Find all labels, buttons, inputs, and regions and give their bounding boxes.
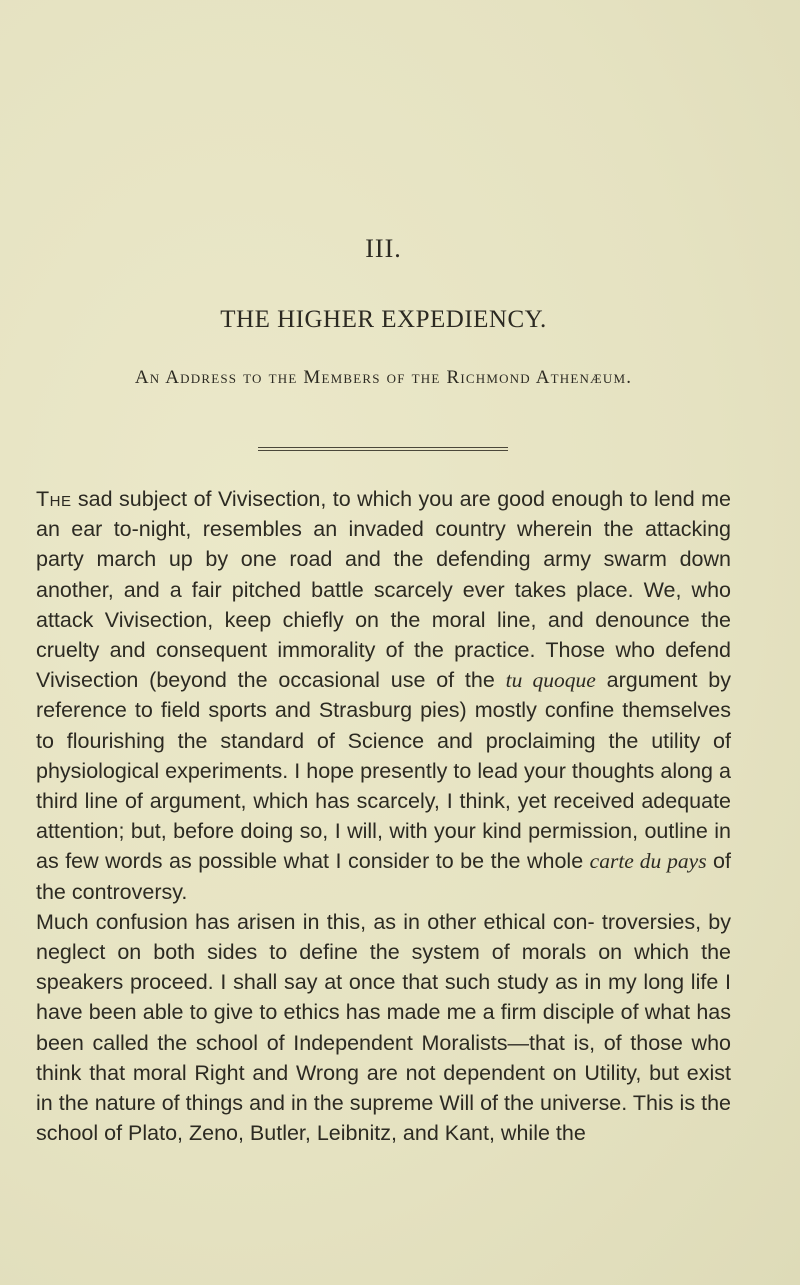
chapter-subtitle: An Address to the Members of the Richmond Athenæum.: [134, 367, 633, 388]
paragraph-2: Much confusion has arisen in this, as in other ethical con- troversies, by neglect on both sides to define the system of morals on which the speakers proceed. I shall say at once that such study as in my long life I have been able to give to ethics has made me a firm disciple of what has been called the school of Independent Moralists—that is, of those who think that moral Right and Wrong are not dependent on Utility, but exist in the nature of things and in the supreme Will of the universe. This is the school of Plato, Zeno, Butler, Leibnitz, and Kant, while the: [36, 909, 731, 1146]
body-text: [36, 484, 731, 1148]
chapter-title: THE HIGHER EXPEDIENCY.: [220, 306, 547, 333]
paragraph-1-text-b: argument by reference to field sports and Strasburg pies) mostly confine themselves to flourishing the standard of Science and proclaiming the utility of physiological experiments. I hope presently to lead your thoughts along a third line of argument, which has scarcely, I think, yet received adequate attention; but, before doing so, I will, with your kind permission, outline in as few words as possible what I consider to be the whole: [36, 668, 731, 874]
paragraph-1-text-c: of the controversy.: [36, 849, 731, 904]
chapter-number: III.: [365, 234, 402, 263]
paragraph-1-text-a: sad subject of Vivisection, to which you are good enough to lend me an ear to-night, resembles an invaded country wherein the attacking party march up by one road and the defending army swarm down another, and a fair pitched battle scarcely ever takes place. We, who attack Vivisection, keep chiefly on the moral line, and denounce the cruelty and consequent immorality of the practice. Those who defend Vivisection (beyond the occasional use of the: [36, 487, 731, 693]
lead-word: The: [36, 487, 72, 511]
italic-phrase: tu quoque: [505, 668, 596, 693]
section-divider: [258, 447, 508, 452]
italic-phrase: carte du pays: [589, 849, 707, 874]
paragraph-1: [36, 484, 731, 907]
